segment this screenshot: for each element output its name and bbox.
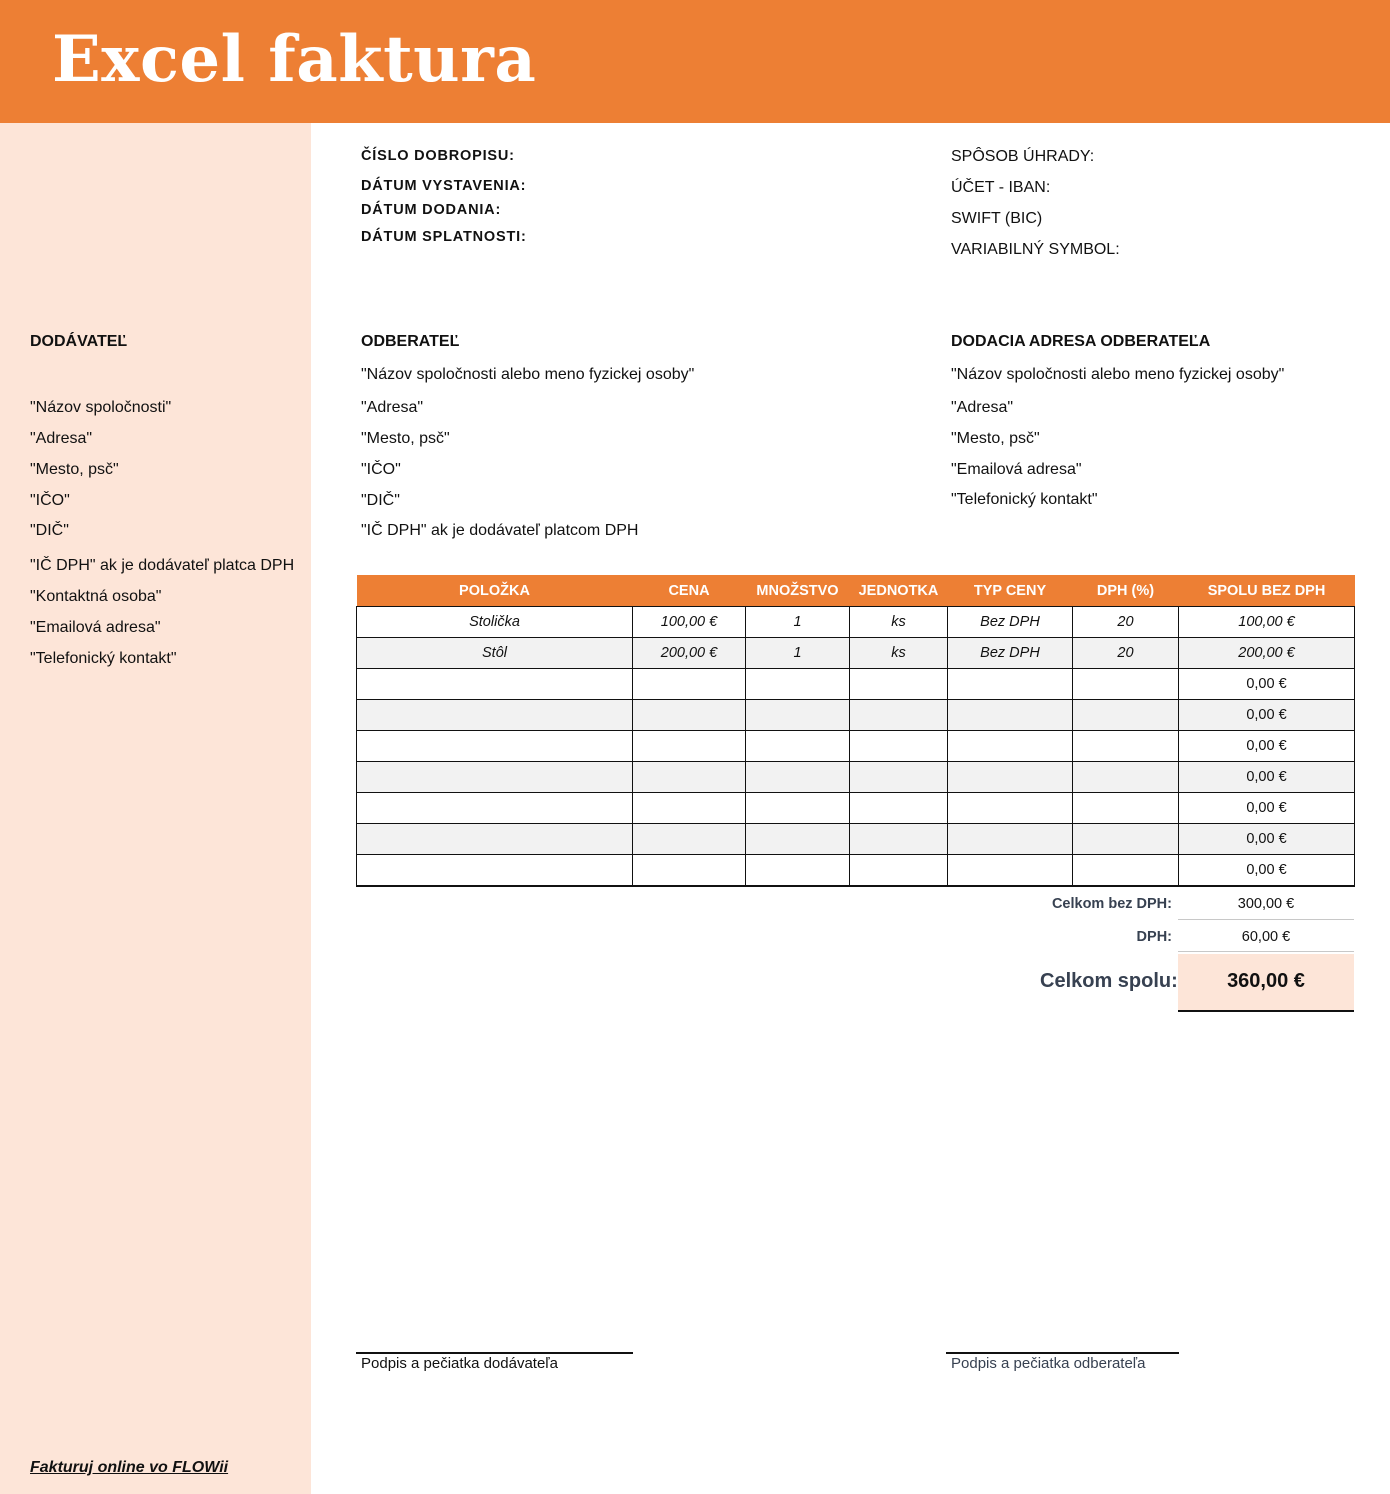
cell-item[interactable]: Stôl	[357, 638, 633, 669]
delivery-heading: DODACIA ADRESA ODBERATEĽA	[951, 333, 1211, 350]
delivery-line: "Názov spoločnosti alebo meno fyzickej osoby"	[951, 366, 1285, 383]
cell-vat[interactable]: 20	[1073, 607, 1179, 638]
issue-date-label: DÁTUM VYSTAVENIA:	[361, 178, 527, 194]
column-header-price-type: TYP CENY	[948, 575, 1073, 607]
vat-value: 60,00 €	[1241, 929, 1291, 945]
cell-unit[interactable]	[850, 793, 948, 824]
supplier-line: "Telefonický kontakt"	[30, 650, 177, 667]
cell-price-type[interactable]: Bez DPH	[948, 638, 1073, 669]
customer-signature-label: Podpis a pečiatka odberateľa	[951, 1355, 1146, 1372]
column-header-total: SPOLU BEZ DPH	[1179, 575, 1355, 607]
customer-line: "IČO"	[361, 461, 401, 478]
customer-line: "IČ DPH" ak je dodávateľ platcom DPH	[361, 522, 639, 539]
grand-total-label: Celkom spolu:	[1040, 970, 1178, 992]
cell-price[interactable]	[633, 669, 746, 700]
supplier-line: "IČO"	[30, 492, 70, 509]
cell-total: 100,00 €	[1179, 607, 1355, 638]
cell-price-type[interactable]	[948, 700, 1073, 731]
customer-line: "Mesto, psč"	[361, 430, 450, 447]
cell-quantity[interactable]	[746, 824, 850, 855]
cell-item[interactable]	[357, 824, 633, 855]
cell-price-type[interactable]	[948, 793, 1073, 824]
cell-quantity[interactable]	[746, 793, 850, 824]
supplier-signature-label: Podpis a pečiatka dodávateľa	[361, 1355, 559, 1372]
customer-heading: ODBERATEĽ	[361, 333, 460, 350]
supplier-line: "Kontaktná osoba"	[30, 588, 162, 605]
cell-item[interactable]	[357, 793, 633, 824]
cell-vat[interactable]	[1073, 731, 1179, 762]
cell-unit[interactable]	[850, 824, 948, 855]
subtotal-value: 300,00 €	[1237, 896, 1295, 912]
cell-price[interactable]	[633, 793, 746, 824]
delivery-date-label: DÁTUM DODANIA:	[361, 202, 502, 218]
supplier-line: "DIČ"	[30, 522, 69, 539]
table-row	[357, 607, 1355, 638]
cell-price[interactable]: 100,00 €	[633, 607, 746, 638]
customer-signature-line	[946, 1352, 1179, 1354]
table-row	[357, 700, 1355, 731]
header-banner	[0, 0, 1390, 123]
cell-vat[interactable]	[1073, 855, 1179, 887]
iban-label: ÚČET - IBAN:	[951, 179, 1051, 196]
table-row	[357, 793, 1355, 824]
supplier-line: "Adresa"	[30, 430, 93, 447]
supplier-line: "Emailová adresa"	[30, 619, 161, 636]
customer-line: "DIČ"	[361, 492, 400, 509]
cell-total: 0,00 €	[1179, 669, 1355, 700]
supplier-line: "Názov spoločnosti"	[30, 399, 172, 416]
cell-total: 0,00 €	[1179, 762, 1355, 793]
column-header-unit: JEDNOTKA	[850, 575, 948, 607]
delivery-line: "Emailová adresa"	[951, 461, 1082, 478]
table-row	[357, 669, 1355, 700]
cell-quantity[interactable]	[746, 762, 850, 793]
cell-price[interactable]	[633, 762, 746, 793]
cell-price[interactable]	[633, 731, 746, 762]
cell-unit[interactable]: ks	[850, 638, 948, 669]
cell-price-type[interactable]	[948, 855, 1073, 887]
supplier-sidebar	[0, 123, 311, 1494]
invoice-title: Excel faktura	[52, 22, 537, 97]
delivery-line: "Telefonický kontakt"	[951, 491, 1098, 508]
column-header-vat: DPH (%)	[1073, 575, 1179, 607]
column-header-quantity: MNOŽSTVO	[746, 575, 850, 607]
table-row	[357, 824, 1355, 855]
cell-unit[interactable]	[850, 731, 948, 762]
cell-unit[interactable]	[850, 700, 948, 731]
supplier-line: "IČ DPH" ak je dodávateľ platca DPH	[30, 557, 295, 574]
cell-vat[interactable]	[1073, 762, 1179, 793]
table-row	[357, 638, 1355, 669]
cell-price-type[interactable]: Bez DPH	[948, 607, 1073, 638]
cell-vat[interactable]: 20	[1073, 638, 1179, 669]
cell-total: 0,00 €	[1179, 824, 1355, 855]
cell-quantity[interactable]: 1	[746, 607, 850, 638]
cell-quantity[interactable]	[746, 669, 850, 700]
items-table	[356, 575, 1355, 887]
column-header-item: POLOŽKA	[357, 575, 633, 607]
customer-line: "Adresa"	[361, 399, 424, 416]
column-header-price: CENA	[633, 575, 746, 607]
cell-price-type[interactable]	[948, 669, 1073, 700]
vat-divider	[1178, 951, 1354, 952]
cell-item[interactable]: Stolička	[357, 607, 633, 638]
customer-line: "Názov spoločnosti alebo meno fyzickej osoby"	[361, 366, 695, 383]
cell-total: 0,00 €	[1179, 793, 1355, 824]
cell-vat[interactable]	[1073, 824, 1179, 855]
cell-total: 0,00 €	[1179, 700, 1355, 731]
swift-label: SWIFT (BIC)	[951, 210, 1043, 227]
cell-price[interactable]	[633, 700, 746, 731]
grand-total-value: 360,00 €	[1227, 970, 1305, 992]
cell-price[interactable]: 200,00 €	[633, 638, 746, 669]
doc-number-label: ČÍSLO DOBROPISU:	[361, 148, 515, 164]
cell-total: 0,00 €	[1179, 731, 1355, 762]
payment-method-label: SPÔSOB ÚHRADY:	[951, 148, 1095, 165]
cell-item[interactable]	[357, 669, 633, 700]
supplier-signature-line	[356, 1352, 633, 1354]
variable-symbol-label: VARIABILNÝ SYMBOL:	[951, 241, 1120, 258]
cell-quantity[interactable]	[746, 731, 850, 762]
table-row	[357, 731, 1355, 762]
cell-item[interactable]	[357, 855, 633, 887]
cell-vat[interactable]	[1073, 669, 1179, 700]
cell-price-type[interactable]	[948, 762, 1073, 793]
cell-item[interactable]	[357, 762, 633, 793]
cell-price-type[interactable]	[948, 731, 1073, 762]
table-row	[357, 855, 1355, 887]
cell-vat[interactable]	[1073, 793, 1179, 824]
cell-quantity[interactable]	[746, 855, 850, 887]
cell-unit[interactable]: ks	[850, 607, 948, 638]
table-row	[357, 762, 1355, 793]
cell-price[interactable]	[633, 855, 746, 887]
subtotal-label: Celkom bez DPH:	[1051, 896, 1172, 912]
cell-unit[interactable]	[850, 762, 948, 793]
grand-total-box	[1178, 954, 1354, 1012]
vat-label: DPH:	[1136, 929, 1172, 945]
subtotal-divider	[1178, 919, 1354, 920]
delivery-line: "Mesto, psč"	[951, 430, 1040, 447]
cell-item[interactable]	[357, 731, 633, 762]
cell-unit[interactable]	[850, 855, 948, 887]
delivery-line: "Adresa"	[951, 399, 1014, 416]
due-date-label: DÁTUM SPLATNOSTI:	[361, 229, 527, 245]
cell-item[interactable]	[357, 700, 633, 731]
cell-quantity[interactable]: 1	[746, 638, 850, 669]
flowii-link[interactable]: Fakturuj online vo FLOWii	[30, 1459, 229, 1476]
cell-total: 0,00 €	[1179, 855, 1355, 887]
table-header-row	[357, 575, 1355, 607]
supplier-line: "Mesto, psč"	[30, 461, 119, 478]
cell-price[interactable]	[633, 824, 746, 855]
cell-vat[interactable]	[1073, 700, 1179, 731]
supplier-heading: DODÁVATEĽ	[30, 333, 128, 350]
cell-price-type[interactable]	[948, 824, 1073, 855]
cell-total: 200,00 €	[1179, 638, 1355, 669]
cell-quantity[interactable]	[746, 700, 850, 731]
cell-unit[interactable]	[850, 669, 948, 700]
